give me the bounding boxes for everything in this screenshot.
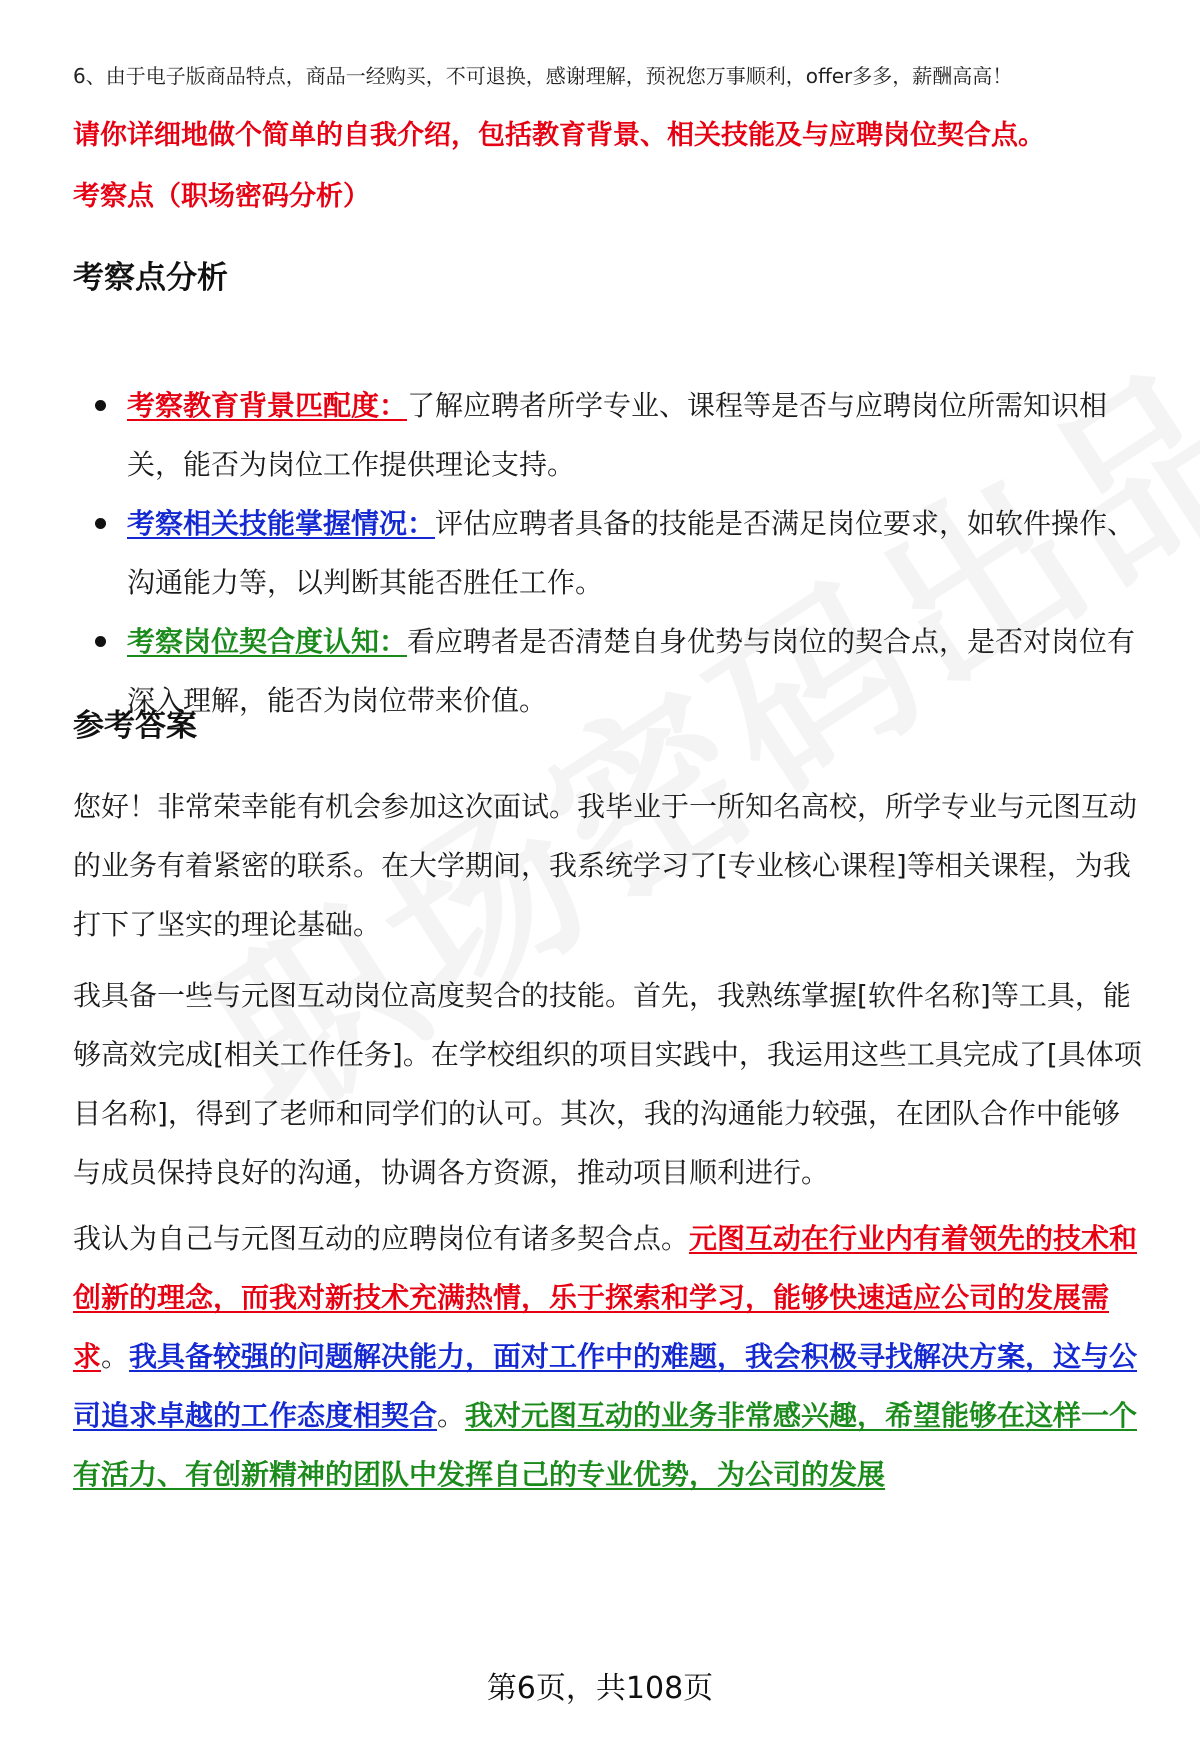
analysis-heading: 考察点分析 xyxy=(73,260,228,296)
analysis-item xyxy=(95,376,1140,494)
analysis-item-text: 了解应聘者所学专业、课程等是否与应聘岗位所需知识相关，能否为岗位工作提供理论支持。 xyxy=(127,389,1108,481)
analysis-item-label: 考察教育背景匹配度： xyxy=(127,389,408,422)
bullet-icon xyxy=(95,636,106,647)
answer-p3-green: 我对元图互动的业务非常感兴趣，希望能够在这样一个有活力、有创新精神的团队中发挥自己的专业优势，为公司的发展 xyxy=(73,1399,1138,1491)
bullet-icon xyxy=(95,400,106,411)
answer-paragraph-2: 我具备一些与元图互动岗位高度契合的技能。首先，我熟练掌握[软件名称]等工具，能够高效完成[相关工作任务]。在学校组织的项目实践中，我运用这些工具完成了[具体项目名称]，得到了老师和同学们的认可。其次，我的沟通能力较强，在团队合作中能够与成员保持良好的沟通，协调各方资源，推动项目顺利进行。 xyxy=(73,979,1142,1189)
answer-p3-intro: 我认为自己与元图互动的应聘岗位有诸多契合点。 xyxy=(73,1222,690,1255)
analysis-item xyxy=(95,494,1140,612)
analysis-item-label: 考察相关技能掌握情况： xyxy=(127,507,436,540)
purchase-notice: 6、由于电子版商品特点，商品一经购买，不可退换，感谢理解，预祝您万事顺利，offer多多，薪酬高高！ xyxy=(73,64,1013,88)
analysis-item-text: 看应聘者是否清楚自身优势与岗位的契合点，是否对岗位有深入理解，能否为岗位带来价值。 xyxy=(127,625,1136,717)
analysis-item xyxy=(95,612,1140,730)
answer-heading: 参考答案 xyxy=(73,708,197,744)
analysis-list xyxy=(95,376,1140,730)
answer-p3-sep: 。 xyxy=(437,1399,466,1432)
page-number: 第6页，共108页 xyxy=(486,1671,714,1706)
answer-paragraph-1: 您好！非常荣幸能有机会参加这次面试。我毕业于一所知名高校，所学专业与元图互动的业务有着紧密的联系。在大学期间，我系统学习了[专业核心课程]等相关课程，为我打下了坚实的理论基础。 xyxy=(73,790,1138,941)
section-subtitle: 考察点（职场密码分析） xyxy=(73,181,370,212)
interview-question: 请你详细地做个简单的自我介绍，包括教育背景、相关技能及与应聘岗位契合点。 xyxy=(73,120,1045,151)
answer-p3-red: 元图互动在行业内有着领先的技术和创新的理念，而我对新技术充满热情，乐于探索和学习，能够快速适应公司的发展需求 xyxy=(73,1222,1138,1373)
answer-p3-blue: 我具备较强的问题解决能力，面对工作中的难题，我会积极寻找解决方案，这与公司追求卓越的工作态度相契合 xyxy=(73,1340,1138,1432)
analysis-item-label: 考察岗位契合度认知： xyxy=(127,625,408,658)
analysis-item-text: 评估应聘者具备的技能是否满足岗位要求，如软件操作、沟通能力等，以判断其能否胜任工作。 xyxy=(127,507,1136,599)
bullet-icon xyxy=(95,518,106,529)
answer-paragraph-3 xyxy=(73,1209,1145,1504)
answer-p3-sep: 。 xyxy=(101,1340,130,1373)
